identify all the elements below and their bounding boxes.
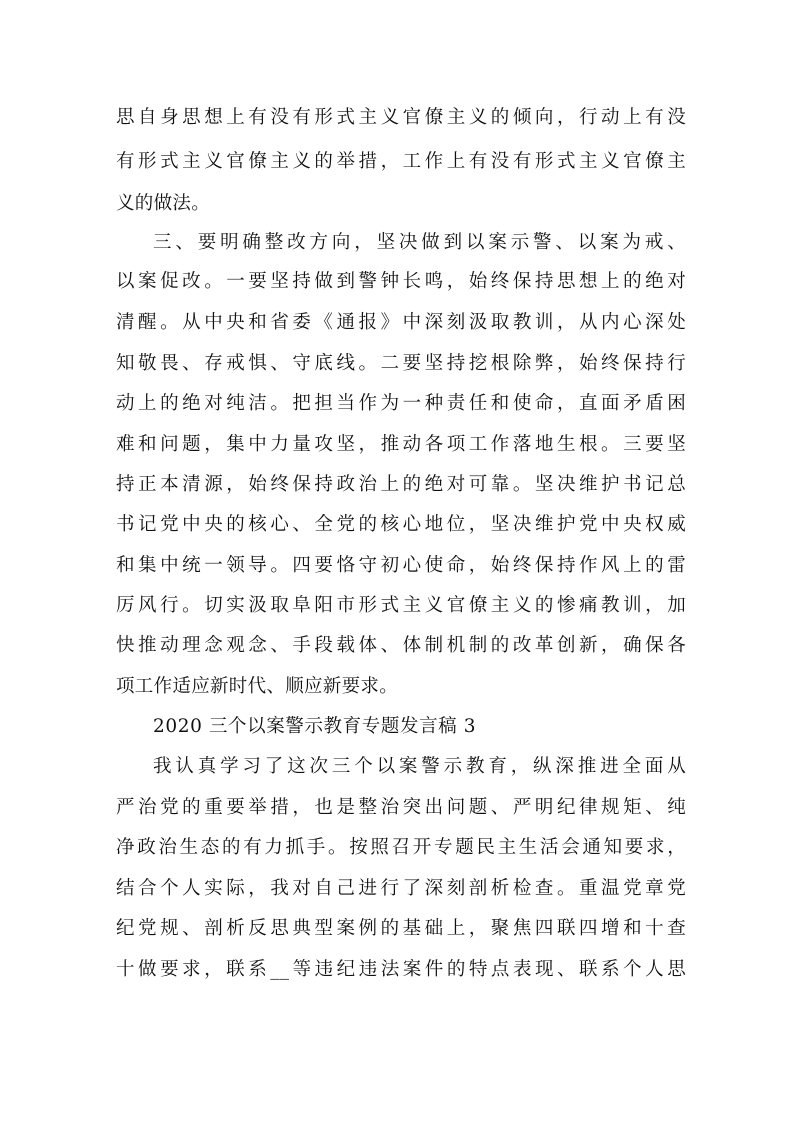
- text-line: 义的做法。: [116, 193, 211, 214]
- paragraph-first-line: 三、要明确整改方向，坚决做到以案示警、以案为戒、: [153, 232, 686, 253]
- text-line: 知敬畏、存戒惧、守底线。二要坚持挖根除弊，始终保持行: [116, 353, 686, 374]
- text-line: 以案促改。一要坚持做到警钟长鸣，始终保持思想上的绝对: [116, 271, 686, 292]
- text-line: 纪党规、剖析反思典型案例的基础上，聚焦四联四增和十查: [116, 918, 686, 939]
- text-line: 厉风行。切实汲取阜阳市形式主义官僚主义的惨痛教训，加: [116, 595, 686, 616]
- section-heading: 2020 三个以案警示教育专题发言稿 3: [153, 716, 477, 737]
- text-line: 净政治生态的有力抓手。按照召开专题民主生活会通知要求，: [116, 837, 686, 858]
- text-line: 有形式主义官僚主义的举措，工作上有没有形式主义官僚主: [116, 151, 686, 172]
- text-line: 十做要求，联系__等违纪违法案件的特点表现、联系个人思: [116, 959, 686, 980]
- text-line: 动上的绝对纯洁。把担当作为一种责任和使命，直面矛盾困: [116, 393, 686, 414]
- text-line: 项工作适应新时代、顺应新要求。: [116, 676, 399, 697]
- text-line: 快推动理念观念、手段载体、体制机制的改革创新，确保各: [116, 635, 686, 656]
- text-line: 难和问题，集中力量攻坚，推动各项工作落地生根。三要坚: [116, 434, 686, 455]
- paragraph-first-line: 我认真学习了这次三个以案警示教育，纵深推进全面从: [153, 756, 686, 777]
- text-line: 书记党中央的核心、全党的核心地位，坚决维护党中央权威: [116, 514, 686, 535]
- text-line: 严治党的重要举措，也是整治突出问题、严明纪律规矩、纯: [116, 797, 686, 818]
- text-line: 持正本清源，始终保持政治上的绝对可靠。坚决维护书记总: [116, 474, 686, 495]
- text-line: 和集中统一领导。四要恪守初心使命，始终保持作风上的雷: [116, 555, 686, 576]
- text-line: 思自身思想上有没有形式主义官僚主义的倾向，行动上有没: [116, 107, 686, 128]
- text-line: 清醒。从中央和省委《通报》中深刻汲取教训，从内心深处: [116, 312, 686, 333]
- text-line: 结合个人实际，我对自己进行了深刻剖析检查。重温党章党: [116, 878, 686, 899]
